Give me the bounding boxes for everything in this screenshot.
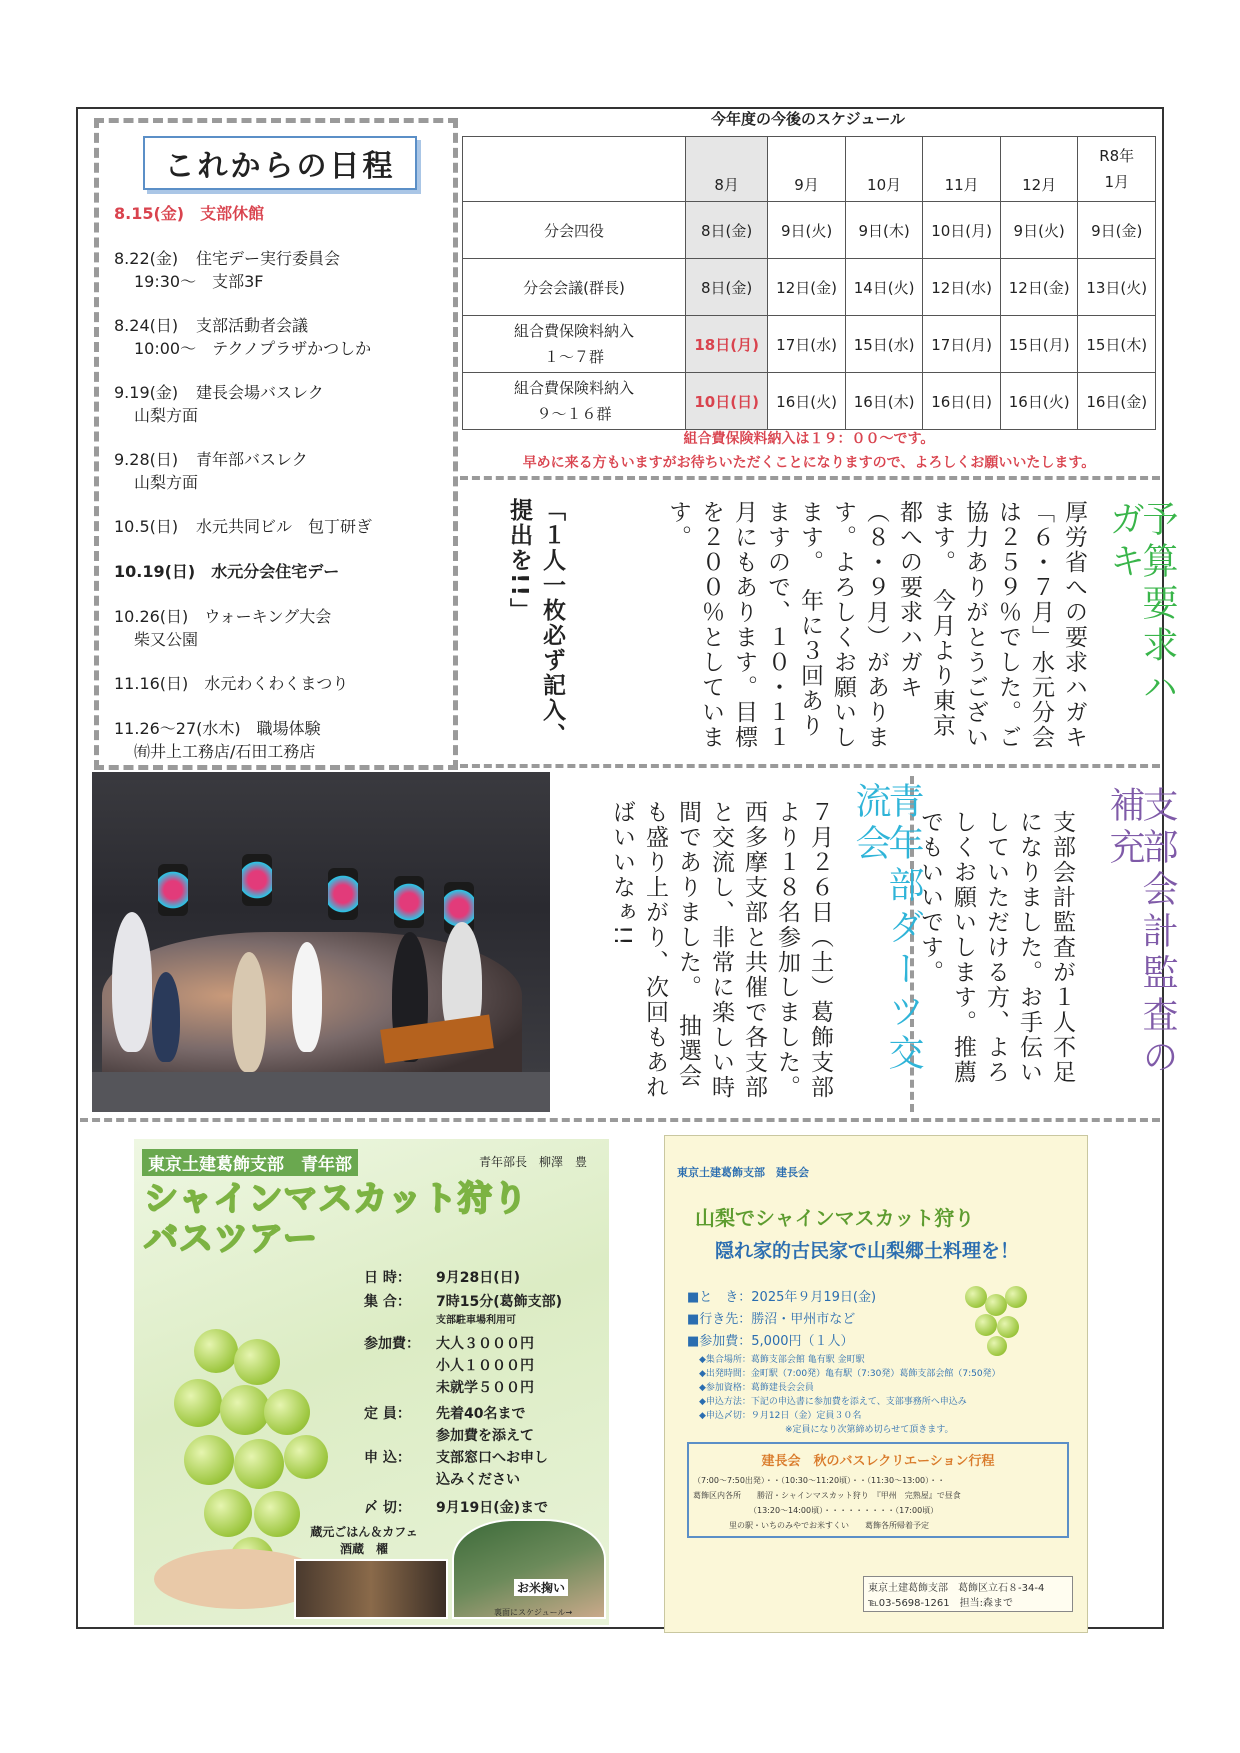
- table-cell: 9日(木): [845, 202, 923, 259]
- table-header-row: [463, 137, 1156, 202]
- dartboard: [158, 864, 188, 916]
- grape: [234, 1339, 280, 1385]
- table-cell: 14日(火): [845, 259, 923, 316]
- table-row: [463, 202, 1156, 259]
- section-divider: [460, 764, 1160, 768]
- audit-body: 支部会計監査が１人不足になりました。お手伝いしていただける方、よろしくお願いします。推薦でもいいです。: [917, 810, 1075, 1085]
- back-note: 裏面にスケジュール→: [494, 1608, 573, 1617]
- table-cell: 17日(水): [768, 316, 846, 373]
- table-cell: 16日(木): [845, 373, 923, 430]
- flyer-row: 集 合： 7時15分(葛飾支部): [364, 1294, 563, 1310]
- table-cell: 9日(火): [768, 202, 846, 259]
- flyer-row: 参加費： 大人３０００円: [364, 1336, 534, 1352]
- flyer-org: 東京土建葛飾支部 建長会: [677, 1166, 809, 1179]
- dartboard: [328, 868, 358, 920]
- flyer-contact: 東京土建葛飾支部 葛飾区立石８-34-4 ℡03-5698-1261 担当:森まで: [863, 1576, 1073, 1612]
- budget-emphasis: 「１人一枚必ず記入、提出を!!」: [506, 498, 565, 748]
- flyer-place: ■行き先：勝沼・甲州市など: [687, 1312, 856, 1327]
- table-cell: 10日(日): [686, 373, 768, 430]
- table-header-cell: R8年 1月: [1078, 137, 1156, 202]
- flyer-row: 〆 切： 9月19日(金)まで: [364, 1500, 549, 1516]
- grape: [184, 1435, 234, 1485]
- budget-title: 予算要求ハガキ: [1104, 500, 1178, 710]
- table-cell: 10日(月): [923, 202, 1001, 259]
- flyer-title: シャインマスカット狩り バスツアー: [144, 1179, 528, 1259]
- table-cell: 16日(火): [768, 373, 846, 430]
- grape: [985, 1294, 1007, 1316]
- flyer-row: 未就学５００円: [436, 1380, 534, 1396]
- flyer-detail: ※定員になり次第締め切らせて頂きます。: [785, 1425, 954, 1435]
- itinerary-title: 建長会 秋のバスレクリエーション行程: [761, 1454, 995, 1469]
- flyer-leader: 青年部長 柳澤 豊: [478, 1155, 587, 1169]
- photo-person: [152, 972, 180, 1062]
- rice-photo: [452, 1519, 606, 1619]
- table-cell: 15日(月): [1000, 316, 1078, 373]
- darts-event-photo: [92, 772, 550, 1112]
- table-cell: 15日(水): [845, 316, 923, 373]
- table-cell: 16日(金): [1078, 373, 1156, 430]
- grape: [204, 1489, 252, 1537]
- schedule-table: [462, 136, 1156, 430]
- table-note: 組合費保険料納入は１９：００～です。: [683, 431, 935, 447]
- grape: [997, 1316, 1019, 1338]
- cafe-photo: [294, 1559, 448, 1619]
- schedule-event: 11.16(日) 水元わくわくまつり: [114, 674, 349, 693]
- table-cell: 13日(火): [1078, 259, 1156, 316]
- flyer-org: 東京土建葛飾支部 青年部: [142, 1149, 358, 1176]
- table-header-cell: 10月: [845, 137, 923, 202]
- table-row: [463, 373, 1156, 430]
- schedule-event: 11.26～27(水木) 職場体験 ㈲井上工務店/石田工務店: [114, 719, 321, 761]
- itinerary-line: （13:20～14:00頃）・・・・・・・・・（17:00頃）: [749, 1506, 939, 1515]
- grape: [975, 1314, 997, 1336]
- table-cell: 16日(火): [1000, 373, 1078, 430]
- flyer-fee: ■参加費：5,000円（１人）: [687, 1334, 854, 1349]
- table-note: 早めに来る方もいますがお待ちいただくことになりますので、よろしくお願いいたします。: [522, 455, 1096, 471]
- schedule-event: 9.19(金) 建長会場バスレク 山梨方面: [114, 383, 324, 425]
- row-label: 分会会議(群長): [463, 259, 686, 316]
- grape: [220, 1385, 270, 1435]
- photo-person: [112, 912, 152, 1052]
- schedule-event: 10.19(日) 水元分会住宅デー: [114, 562, 340, 581]
- row-label: 組合費保険料納入 １～７群: [463, 316, 686, 373]
- header-year: R8年: [1099, 147, 1135, 165]
- table-cell: 16日(日): [923, 373, 1001, 430]
- table-header-cell: 12月: [1000, 137, 1078, 202]
- table-row: [463, 316, 1156, 373]
- flyer-detail: ◆参加資格：葛飾建長会会員: [699, 1383, 814, 1393]
- schedule-event: 10.26(日) ウォーキング大会 柴又公園: [114, 607, 332, 649]
- rice-caption: お米掬い: [514, 1579, 568, 1596]
- table-cell: 12日(水): [923, 259, 1001, 316]
- table-cell: 12日(金): [768, 259, 846, 316]
- flyer-row: 申 込： 支部窓口へお申し: [364, 1450, 548, 1466]
- photo-floor: [92, 1072, 550, 1112]
- schedule-event: 10.5(日) 水元共同ビル 包丁研ぎ: [114, 517, 373, 536]
- grape: [194, 1329, 238, 1373]
- table-cell: 12日(金): [1000, 259, 1078, 316]
- flyer-detail: ◆申込〆切：９月12日（金）定員３０名: [699, 1411, 862, 1421]
- dartboard: [242, 854, 272, 906]
- budget-body: 厚労省への要求ハガキ「６・７月」水元分会は２５９％でした。ご協力ありがとうございます。 今月より東京都への要求ハガキ（８・９月）があります。よろしくお願いします。 年に３回ありますので、１０・１１月にもあります。目標を２００％としています。: [665, 500, 1087, 750]
- flyer-detail: ◆申込方法：下記の申込書に参加費を添えて、支部事務所へ申込み: [699, 1397, 967, 1407]
- flyer-row: 小人１０００円: [436, 1358, 534, 1374]
- itinerary-line: 葛飾区内各所 勝沼・シャインマスカット狩り 『甲州 完熟屋』で昼食: [693, 1491, 961, 1500]
- cafe-caption: 蔵元ごはん＆カフェ 酒蔵 櫂: [310, 1525, 418, 1556]
- flyer-row: 定 員： 先着40名まで: [364, 1406, 526, 1422]
- table-cell: 15日(木): [1078, 316, 1156, 373]
- grape: [1005, 1286, 1027, 1308]
- grape: [987, 1336, 1007, 1356]
- flyer-row: 込みください: [436, 1472, 520, 1488]
- audit-title: 支部会計監査の補充: [1104, 786, 1178, 1080]
- schedule-event: 8.15(金) 支部休館: [114, 204, 265, 223]
- table-cell: 18日(月): [686, 316, 768, 373]
- flyer-kenchokai-tour: [664, 1135, 1088, 1633]
- flyer-row: 支部駐車場利用可: [436, 1315, 516, 1326]
- table-header-cell: 8月: [686, 137, 768, 202]
- grape: [284, 1435, 328, 1479]
- table-cell: 9日(火): [1000, 202, 1078, 259]
- flyer-youth-tour: [134, 1139, 609, 1625]
- table-header-cell: 9月: [768, 137, 846, 202]
- section-divider: [460, 476, 1160, 480]
- table-cell: 8日(金): [686, 259, 768, 316]
- flyer-detail: ◆出発時間：金町駅（7:00発）亀有駅（7:30発）葛飾支部会館（7:50発）: [699, 1369, 1001, 1379]
- table-row: [463, 259, 1156, 316]
- table-title: 今年度の今後のスケジュール: [710, 110, 906, 128]
- flyer-date: ■と き：2025年９月19日(金): [687, 1290, 877, 1305]
- dartboard: [394, 876, 424, 928]
- grape: [234, 1439, 284, 1489]
- flyer-title: 山梨でシャインマスカット狩り: [695, 1206, 975, 1230]
- flyer-row: 参加費を添えて: [436, 1428, 534, 1444]
- darts-title: 青年部ダーツ交流会: [850, 782, 924, 1076]
- flyer-detail: ◆集合場所：葛飾支部会館 亀有駅 金町駅: [699, 1355, 865, 1365]
- table-cell: 17日(月): [923, 316, 1001, 373]
- table-header-cell: 11月: [923, 137, 1001, 202]
- photo-person: [292, 942, 322, 1052]
- row-label: 分会四役: [463, 202, 686, 259]
- grape: [965, 1286, 987, 1308]
- schedule-title: これからの日程: [143, 136, 417, 190]
- flyer-subtitle: 隠れ家的古民家で山梨郷土料理を！: [715, 1240, 1020, 1262]
- grape: [264, 1389, 310, 1435]
- darts-body: ７月２６日（土）葛飾支部より１８名参加しました。 西多摩支部と共催で各支部と交流し、非常に楽しい時間でありました。 抽選会も盛り上がり、次回もあればいいなぁ!!: [609, 800, 833, 1114]
- grape: [174, 1379, 222, 1427]
- itinerary-line: 里の駅・いちのみやでお米すくい 葛飾各所帰着予定: [729, 1521, 929, 1530]
- schedule-event: 8.22(金) 住宅デー実行委員会 19:30～ 支部3F: [114, 249, 341, 291]
- schedule-event: 9.28(日) 青年部バスレク 山梨方面: [114, 450, 308, 492]
- schedule-event: 8.24(日) 支部活動者会議 10:00～ テクノプラザかつしか: [114, 316, 372, 358]
- table-header-cell: [463, 137, 686, 202]
- itinerary-box: [687, 1442, 1069, 1538]
- row-label: 組合費保険料納入 ９～１６群: [463, 373, 686, 430]
- section-divider: [80, 1118, 1160, 1122]
- flyer-row: 日 時： 9月28日(日): [364, 1270, 521, 1286]
- table-cell: 9日(金): [1078, 202, 1156, 259]
- table-cell: 8日(金): [686, 202, 768, 259]
- itinerary-line: （7:00～7:50出発）・・（10:30～11:20頃）・・（11:30～13:00）・・: [693, 1476, 946, 1485]
- photo-person: [232, 952, 266, 1072]
